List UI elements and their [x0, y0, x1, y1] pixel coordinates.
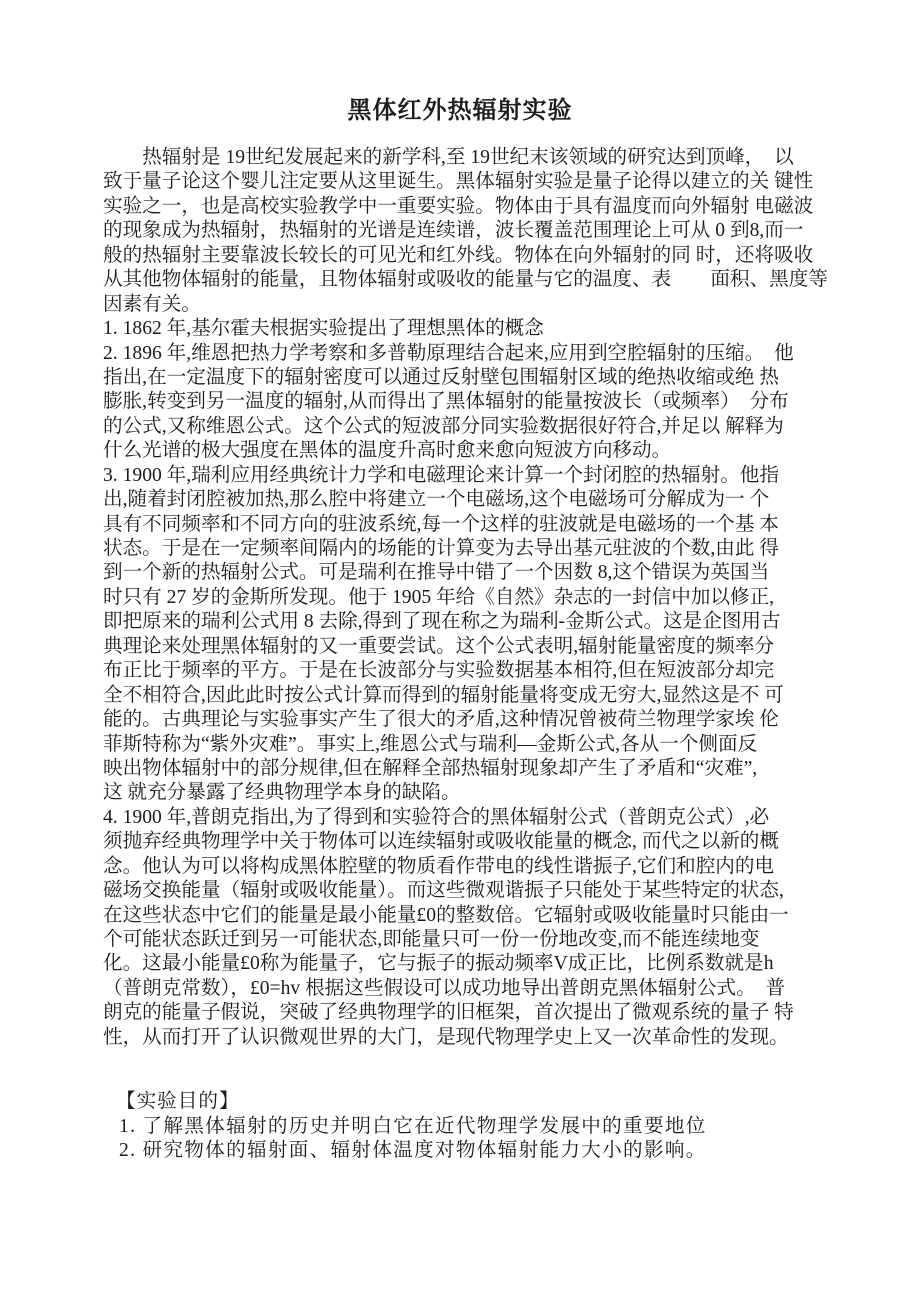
text-line: 膨胀,转变到另一温度的辐射,从而得出了黑体辐射的能量按波长（或频率） 分布 [103, 391, 789, 413]
experiment-purpose-list [103, 1115, 820, 1164]
text-line: 能的。古典理论与实验事实产生了很大的矛盾,这种情况曾被荷兰物理学家埃 伦 [103, 709, 779, 731]
text-line: 朗克的能量子假说，突破了经典物理学的旧框架，首次提出了微观系统的量子 特 [103, 1002, 794, 1024]
text-line: 具有不同频率和不同方向的驻波系统,每一个这样的驻波就是电磁场的一个基 本 [103, 513, 779, 535]
text-line: 般的热辐射主要靠波长较长的可见光和红外线。物体在向外辐射的同 时，还将吸收 [103, 244, 814, 266]
text-line: 这 就充分暴露了经典物理学本身的缺陷。 [103, 782, 461, 804]
document-title: 黑体红外热辐射实验 [347, 98, 573, 124]
text-line: 即把原来的瑞利公式用 8 去除,得到了现在称之为瑞利-金斯公式。这是企图用古 [103, 611, 781, 633]
text-line: 念。他认为可以将构成黑体腔壁的物质看作带电的线性谐振子,它们和腔内的电 [103, 855, 775, 877]
text-line: （普朗克常数），£0=hv 根据这些假设可以成功地导出普朗克黑体辐射公式。 普 [103, 977, 786, 999]
text-line: 化。这最小能量£0称为能量子，它与振子的振动频率V成正比，比例系数就是h [103, 953, 774, 975]
text-line: 磁场交换能量（辐射或吸收能量）。而这些微观谐振子只能处于某些特定的状态, [103, 880, 784, 902]
text-line: 因素有关。 [103, 293, 201, 315]
text-line: 全不相符合,因此此时按公式计算而得到的辐射能量将变成无穷大,显然这是不 可 [103, 684, 784, 706]
experiment-purpose-section [103, 1090, 820, 1163]
text-line: 实验之一，也是高校实验教学中一重要实验。物体由于具有温度而向外辐射 电磁波 [103, 195, 814, 217]
text-line: 什么光谱的极大强度在黑体的温度升高时愈来愈向短波方向移动。 [103, 440, 672, 462]
text-line: 须抛弃经典物理学中关于物体可以连续辐射或吸收能量的概念, 而代之以新的概 [103, 831, 779, 853]
text-line: 的现象成为热辐射，热辐射的光谱是连续谱，波长覆盖范围理论上可从 0 到8,而一 [103, 220, 804, 242]
text-line: 从其他物体辐射的能量，且物体辐射或吸收的能量与它的温度、表 面积、黑度等 [103, 269, 828, 291]
text-line: 1. 了解黑体辐射的历史并明白它在近代物理学发展中的重要地位 [119, 1115, 707, 1137]
text-line: 1. 1862 年,基尔霍夫根据实验提出了理想黑体的概念 [103, 318, 544, 340]
text-line: 在这些状态中它们的能量是最小能量£0的整数倍。它辐射或吸收能量时只能由一 [103, 904, 789, 926]
text-line: 出,随着封闭腔被加热,那么腔中将建立一个电磁场,这个电磁场可分解成为一 个 [103, 489, 770, 511]
text-line: 热辐射是 19世纪发展起来的新学科,至 19世纪末该领域的研究达到顶峰， 以 [103, 147, 794, 168]
text-line: 菲斯特称为“紫外灾难”。事实上,维恩公式与瑞利—金斯公式,各从一个侧面反 [103, 733, 758, 755]
experiment-purpose-heading: 【实验目的】 [116, 1091, 240, 1113]
text-line: 2. 1896 年,维恩把热力学考察和多普勒原理结合起来,应用到空腔辐射的压缩。 他 [103, 342, 794, 364]
text-line: 2. 研究物体的辐射面、辐射体温度对物体辐射能力大小的影响。 [119, 1140, 707, 1162]
text-line: 典理论来处理黑体辐射的又一重要尝试。这个公式表明,辐射能量密度的频率分 [103, 635, 775, 657]
text-line: 映出物体辐射中的部分规律,但在解释全部热辐射现象却产生了矛盾和“灾难”, [103, 757, 758, 779]
text-line: 4. 1900 年,普朗克指出,为了得到和实验符合的黑体辐射公式（普朗克公式）,必 [103, 806, 770, 828]
document-body [103, 146, 828, 1050]
text-line: 3. 1900 年,瑞利应用经典统计力学和电磁理论来计算一个封闭腔的热辐射。他指 [103, 464, 779, 486]
text-line: 指出,在一定温度下的辐射密度可以通过反射壁包围辐射区域的绝热收缩或绝 热 [103, 366, 779, 388]
text-line: 布正比于频率的平方。于是在长波部分与实验数据基本相符,但在短波部分却完 [103, 660, 775, 682]
text-line: 到一个新的热辐射公式。可是瑞利在推导中错了一个因数 8,这个错误为英国当 [103, 562, 770, 584]
text-line: 个可能状态跃迁到另一可能状态,即能量只可一份一份地改变,而不能连续地变 [103, 929, 760, 950]
text-line: 致于量子论这个婴儿注定要从这里诞生。黑体辐射实验是量子论得以建立的关 键性 [103, 171, 814, 193]
text-line: 性，从而打开了认识微观世界的大门，是现代物理学史上又一次革命性的发现。 [103, 1026, 789, 1048]
text-line: 时只有 27 岁的金斯所发现。他于 1905 年给《自然》杂志的一封信中加以修正, [103, 586, 775, 608]
text-line: 状态。于是在一定频率间隔内的场能的计算变为去导出基元驻波的个数,由此 得 [103, 538, 779, 559]
text-line: 的公式,又称维恩公式。这个公式的短波部分同实验数据很好符合,并足以 解释为 [103, 415, 784, 437]
